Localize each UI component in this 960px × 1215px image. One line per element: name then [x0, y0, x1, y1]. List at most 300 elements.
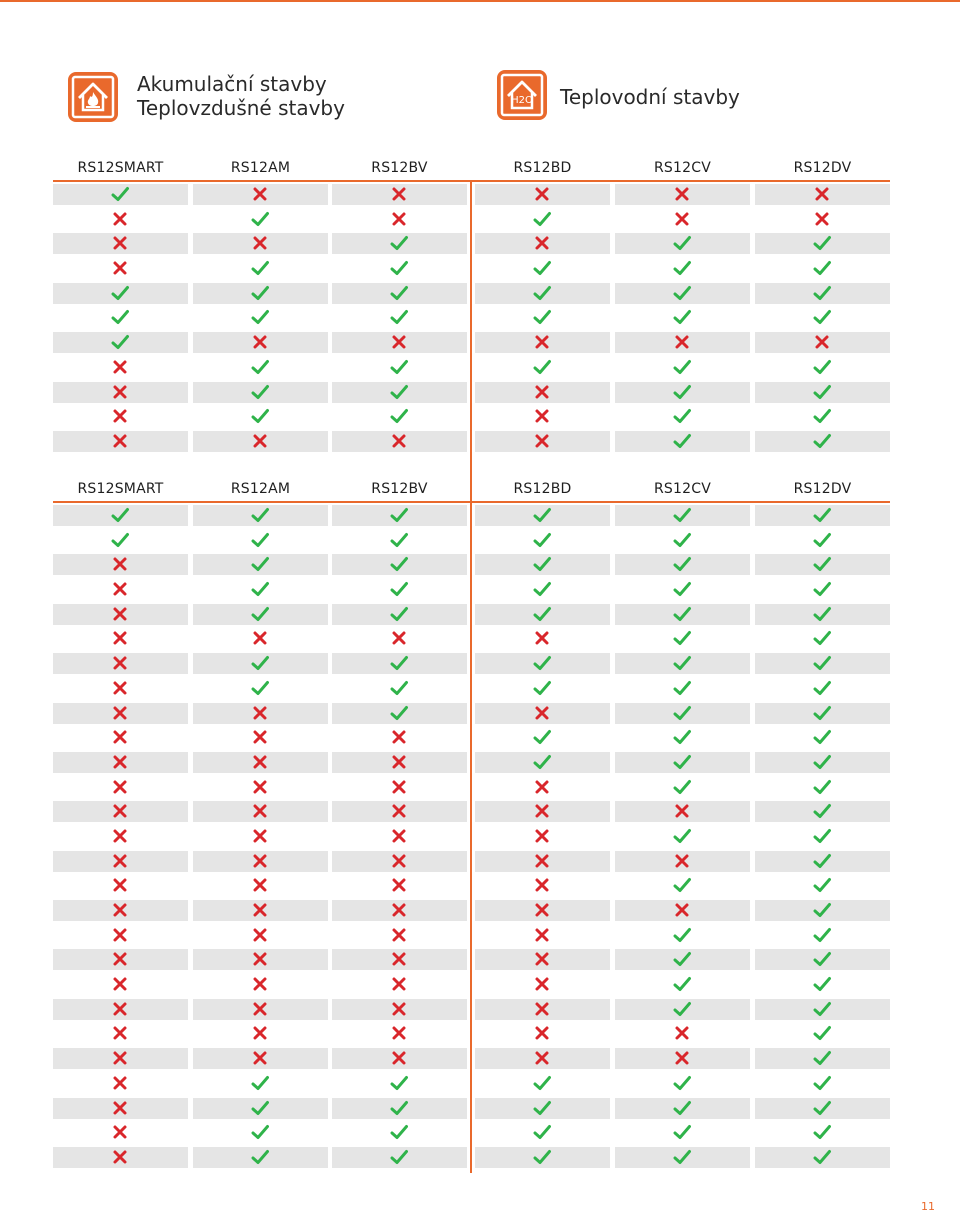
table-cell-rs12smart — [53, 258, 188, 279]
check-icon — [813, 532, 831, 548]
check-icon — [251, 384, 269, 400]
table-cell-rs12dv — [755, 406, 890, 427]
check-icon — [533, 1149, 551, 1165]
table-cell-rs12cv — [615, 554, 750, 575]
table-cell-rs12cv — [615, 184, 750, 205]
check-icon — [251, 408, 269, 424]
check-icon — [390, 1075, 408, 1091]
check-icon — [533, 260, 551, 276]
table-cell-rs12dv — [755, 777, 890, 798]
cross-icon — [111, 1124, 129, 1140]
table-cell-rs12cv — [615, 233, 750, 254]
table-cell-rs12dv — [755, 999, 890, 1020]
table-cell-rs12cv — [615, 406, 750, 427]
table-cell-rs12bv — [332, 1048, 467, 1069]
table-cell-rs12cv — [615, 826, 750, 847]
column-header-rs12dv: RS12DV — [793, 160, 852, 176]
table-cell-rs12am — [193, 209, 328, 230]
cross-icon — [111, 828, 129, 844]
table-cell-rs12am — [193, 925, 328, 946]
table-cell-rs12dv — [755, 1098, 890, 1119]
cross-icon — [111, 235, 129, 251]
table-cell-rs12cv — [615, 604, 750, 625]
cross-icon — [673, 211, 691, 227]
check-icon — [673, 976, 691, 992]
table-cell-rs12bd — [475, 1023, 610, 1044]
cross-icon — [533, 1001, 551, 1017]
house-fire-icon — [68, 72, 118, 122]
column-header-rs12cv: RS12CV — [654, 481, 711, 497]
check-icon — [251, 285, 269, 301]
table-cell-rs12smart — [53, 382, 188, 403]
cross-icon — [673, 1050, 691, 1066]
cross-icon — [111, 902, 129, 918]
check-icon — [390, 556, 408, 572]
check-icon — [673, 655, 691, 671]
cross-icon — [533, 951, 551, 967]
check-icon — [673, 606, 691, 622]
table-cell-rs12dv — [755, 530, 890, 551]
check-icon — [673, 285, 691, 301]
check-icon — [813, 359, 831, 375]
table-cell-rs12smart — [53, 777, 188, 798]
table-cell-rs12dv — [755, 283, 890, 304]
table-cell-rs12bd — [475, 851, 610, 872]
column-header-rs12bd: RS12BD — [513, 481, 572, 497]
column-header-rs12dv: RS12DV — [793, 481, 852, 497]
table-cell-rs12smart — [53, 678, 188, 699]
table-cell-rs12dv — [755, 1023, 890, 1044]
table-cell-rs12dv — [755, 332, 890, 353]
table-cell-rs12smart — [53, 900, 188, 921]
cross-icon — [673, 334, 691, 350]
table-cell-rs12am — [193, 505, 328, 526]
table-cell-rs12bv — [332, 283, 467, 304]
column-header-rs12bd: RS12BD — [513, 160, 572, 176]
check-icon — [813, 705, 831, 721]
table-cell-rs12bv — [332, 382, 467, 403]
table-cell-rs12bv — [332, 431, 467, 452]
cross-icon — [390, 334, 408, 350]
table-cell-rs12bd — [475, 382, 610, 403]
table-cell-rs12dv — [755, 604, 890, 625]
cross-icon — [390, 976, 408, 992]
check-icon — [533, 556, 551, 572]
check-icon — [813, 1075, 831, 1091]
table-cell-rs12smart — [53, 431, 188, 452]
check-icon — [533, 359, 551, 375]
table-cell-rs12am — [193, 974, 328, 995]
check-icon — [251, 359, 269, 375]
check-icon — [813, 384, 831, 400]
table-cell-rs12smart — [53, 875, 188, 896]
table-cell-rs12am — [193, 628, 328, 649]
cross-icon — [251, 1025, 269, 1041]
cross-icon — [111, 951, 129, 967]
table-cell-rs12dv — [755, 900, 890, 921]
table-cell-rs12am — [193, 307, 328, 328]
check-icon — [673, 927, 691, 943]
table-cell-rs12cv — [615, 875, 750, 896]
check-icon — [813, 507, 831, 523]
table-cell-rs12dv — [755, 851, 890, 872]
table-cell-rs12dv — [755, 974, 890, 995]
table-cell-rs12bd — [475, 752, 610, 773]
table-cell-rs12bd — [475, 1147, 610, 1168]
table-cell-rs12bd — [475, 900, 610, 921]
table-cell-rs12cv — [615, 1048, 750, 1069]
check-icon — [813, 1100, 831, 1116]
cross-icon — [390, 630, 408, 646]
cross-icon — [111, 1149, 129, 1165]
table-cell-rs12dv — [755, 307, 890, 328]
check-icon — [390, 655, 408, 671]
table-cell-rs12bv — [332, 678, 467, 699]
table-cell-rs12cv — [615, 357, 750, 378]
check-icon — [111, 532, 129, 548]
table-cell-rs12am — [193, 826, 328, 847]
table-cell-rs12dv — [755, 949, 890, 970]
cross-icon — [111, 927, 129, 943]
check-icon — [673, 359, 691, 375]
table-cell-rs12cv — [615, 431, 750, 452]
check-icon — [673, 260, 691, 276]
column-header-rs12smart: RS12SMART — [77, 160, 164, 176]
check-icon — [813, 630, 831, 646]
cross-icon — [111, 556, 129, 572]
cross-icon — [813, 186, 831, 202]
check-icon — [813, 828, 831, 844]
table-cell-rs12smart — [53, 628, 188, 649]
cross-icon — [111, 359, 129, 375]
table-cell-rs12dv — [755, 1122, 890, 1143]
page-number: 11 — [921, 1200, 935, 1213]
table-cell-rs12smart — [53, 752, 188, 773]
table-cell-rs12bv — [332, 184, 467, 205]
cross-icon — [111, 754, 129, 770]
table-cell-rs12am — [193, 382, 328, 403]
table-cell-rs12dv — [755, 628, 890, 649]
cross-icon — [390, 853, 408, 869]
column-header-rs12bv: RS12BV — [371, 160, 428, 176]
table-cell-rs12bv — [332, 628, 467, 649]
cross-icon — [251, 235, 269, 251]
table-cell-rs12cv — [615, 900, 750, 921]
check-icon — [390, 384, 408, 400]
table-cell-rs12cv — [615, 925, 750, 946]
check-icon — [673, 877, 691, 893]
check-icon — [251, 1100, 269, 1116]
table-cell-rs12dv — [755, 653, 890, 674]
cross-icon — [251, 754, 269, 770]
cross-icon — [251, 951, 269, 967]
table-cell-rs12am — [193, 678, 328, 699]
cross-icon — [251, 433, 269, 449]
check-icon — [251, 680, 269, 696]
table-cell-rs12bv — [332, 752, 467, 773]
cross-icon — [390, 1050, 408, 1066]
check-icon — [390, 1149, 408, 1165]
cross-icon — [533, 705, 551, 721]
check-icon — [111, 186, 129, 202]
table-cell-rs12bv — [332, 357, 467, 378]
table-cell-rs12smart — [53, 604, 188, 625]
table-cell-rs12cv — [615, 999, 750, 1020]
check-icon — [813, 853, 831, 869]
check-icon — [673, 309, 691, 325]
table-cell-rs12smart — [53, 1023, 188, 1044]
cross-icon — [111, 606, 129, 622]
table-cell-rs12smart — [53, 307, 188, 328]
check-icon — [251, 655, 269, 671]
table-cell-rs12dv — [755, 1073, 890, 1094]
cross-icon — [251, 1001, 269, 1017]
table-cell-rs12dv — [755, 184, 890, 205]
cross-icon — [390, 877, 408, 893]
table-cell-rs12smart — [53, 851, 188, 872]
table-cell-rs12am — [193, 727, 328, 748]
check-icon — [533, 1100, 551, 1116]
table-cell-rs12cv — [615, 851, 750, 872]
table-cell-rs12smart — [53, 974, 188, 995]
cross-icon — [251, 705, 269, 721]
check-icon — [813, 951, 831, 967]
table-cell-rs12bv — [332, 925, 467, 946]
table-cell-rs12bv — [332, 505, 467, 526]
cross-icon — [111, 1025, 129, 1041]
check-icon — [813, 1001, 831, 1017]
check-icon — [673, 754, 691, 770]
table-cell-rs12bd — [475, 332, 610, 353]
table-cell-rs12bv — [332, 949, 467, 970]
table-cell-rs12bd — [475, 678, 610, 699]
table-cell-rs12am — [193, 1098, 328, 1119]
table-cell-rs12bv — [332, 777, 467, 798]
table-cell-rs12cv — [615, 801, 750, 822]
table-header — [53, 158, 890, 182]
table-cell-rs12am — [193, 283, 328, 304]
check-icon — [533, 309, 551, 325]
column-header-rs12am: RS12AM — [230, 481, 291, 497]
table-cell-rs12cv — [615, 703, 750, 724]
check-icon — [390, 581, 408, 597]
table-cell-rs12bv — [332, 851, 467, 872]
cross-icon — [111, 260, 129, 276]
cross-icon — [533, 803, 551, 819]
table-cell-rs12dv — [755, 875, 890, 896]
cross-icon — [533, 1025, 551, 1041]
table-cell-rs12dv — [755, 1147, 890, 1168]
cross-icon — [251, 334, 269, 350]
table-cell-rs12smart — [53, 1073, 188, 1094]
cross-icon — [390, 927, 408, 943]
check-icon — [813, 779, 831, 795]
table-cell-rs12bv — [332, 801, 467, 822]
check-icon — [111, 309, 129, 325]
table-cell-rs12dv — [755, 505, 890, 526]
check-icon — [813, 309, 831, 325]
table-cell-rs12am — [193, 1048, 328, 1069]
cross-icon — [251, 902, 269, 918]
cross-icon — [251, 1050, 269, 1066]
cross-icon — [390, 186, 408, 202]
table-cell-rs12bv — [332, 703, 467, 724]
table-cell-rs12dv — [755, 382, 890, 403]
check-icon — [673, 630, 691, 646]
table-cell-rs12smart — [53, 233, 188, 254]
check-icon — [813, 556, 831, 572]
check-icon — [673, 581, 691, 597]
table-cell-rs12bv — [332, 826, 467, 847]
table-cell-rs12bv — [332, 875, 467, 896]
check-icon — [673, 951, 691, 967]
cross-icon — [533, 235, 551, 251]
check-icon — [813, 902, 831, 918]
check-icon — [813, 1124, 831, 1140]
table-cell-rs12bd — [475, 406, 610, 427]
table-cell-rs12smart — [53, 505, 188, 526]
cross-icon — [673, 186, 691, 202]
table-cell-rs12am — [193, 801, 328, 822]
check-icon — [390, 309, 408, 325]
table-cell-rs12cv — [615, 1023, 750, 1044]
check-icon — [251, 260, 269, 276]
check-icon — [533, 532, 551, 548]
table-cell-rs12bd — [475, 801, 610, 822]
column-header-rs12cv: RS12CV — [654, 160, 711, 176]
column-header-rs12smart: RS12SMART — [77, 481, 164, 497]
cross-icon — [533, 779, 551, 795]
check-icon — [251, 1149, 269, 1165]
table-cell-rs12smart — [53, 727, 188, 748]
table-cell-rs12am — [193, 184, 328, 205]
table-cell-rs12bd — [475, 579, 610, 600]
cross-icon — [251, 186, 269, 202]
table-cell-rs12dv — [755, 258, 890, 279]
table-cell-rs12bd — [475, 974, 610, 995]
table-cell-rs12cv — [615, 382, 750, 403]
table-cell-rs12bv — [332, 554, 467, 575]
check-icon — [533, 729, 551, 745]
check-icon — [813, 1050, 831, 1066]
table-cell-rs12bd — [475, 925, 610, 946]
table-cell-rs12bv — [332, 233, 467, 254]
table-cell-rs12am — [193, 1147, 328, 1168]
table-cell-rs12cv — [615, 777, 750, 798]
table-cell-rs12smart — [53, 579, 188, 600]
table-cell-rs12bv — [332, 258, 467, 279]
cross-icon — [111, 581, 129, 597]
cross-icon — [111, 384, 129, 400]
check-icon — [673, 680, 691, 696]
table-cell-rs12bv — [332, 1073, 467, 1094]
check-icon — [251, 211, 269, 227]
check-icon — [390, 235, 408, 251]
check-icon — [390, 359, 408, 375]
check-icon — [813, 408, 831, 424]
table-cell-rs12smart — [53, 925, 188, 946]
table-cell-rs12bd — [475, 703, 610, 724]
table-cell-rs12smart — [53, 406, 188, 427]
check-icon — [673, 779, 691, 795]
table-cell-rs12am — [193, 258, 328, 279]
table-cell-rs12dv — [755, 357, 890, 378]
top-accent-rule — [0, 0, 960, 2]
table-cell-rs12bd — [475, 283, 610, 304]
left-title-line1: Akumulační stavby — [137, 72, 327, 96]
table-cell-rs12cv — [615, 628, 750, 649]
check-icon — [673, 408, 691, 424]
table-cell-rs12am — [193, 604, 328, 625]
check-icon — [813, 260, 831, 276]
table-cell-rs12dv — [755, 727, 890, 748]
check-icon — [251, 581, 269, 597]
cross-icon — [251, 729, 269, 745]
check-icon — [673, 1001, 691, 1017]
cross-icon — [111, 705, 129, 721]
cross-icon — [111, 1100, 129, 1116]
check-icon — [813, 877, 831, 893]
cross-icon — [251, 927, 269, 943]
check-icon — [533, 606, 551, 622]
cross-icon — [111, 1050, 129, 1066]
cross-icon — [673, 902, 691, 918]
table-cell-rs12smart — [53, 554, 188, 575]
table-cell-rs12am — [193, 1023, 328, 1044]
check-icon — [533, 1124, 551, 1140]
cross-icon — [251, 877, 269, 893]
table-cell-rs12bd — [475, 999, 610, 1020]
check-icon — [390, 606, 408, 622]
table-cell-rs12am — [193, 851, 328, 872]
check-icon — [673, 705, 691, 721]
check-icon — [390, 1124, 408, 1140]
table-cell-rs12dv — [755, 431, 890, 452]
water-label: H2O — [511, 95, 533, 106]
table-cell-rs12bd — [475, 875, 610, 896]
table-cell-rs12bv — [332, 530, 467, 551]
cross-icon — [111, 729, 129, 745]
table-cell-rs12am — [193, 653, 328, 674]
table-cell-rs12smart — [53, 530, 188, 551]
check-icon — [533, 754, 551, 770]
table-cell-rs12smart — [53, 1048, 188, 1069]
table-cell-rs12bv — [332, 209, 467, 230]
check-icon — [533, 680, 551, 696]
cross-icon — [251, 853, 269, 869]
check-icon — [251, 1124, 269, 1140]
check-icon — [813, 1149, 831, 1165]
table-cell-rs12dv — [755, 1048, 890, 1069]
check-icon — [390, 507, 408, 523]
check-icon — [813, 729, 831, 745]
table-cell-rs12am — [193, 875, 328, 896]
cross-icon — [533, 927, 551, 943]
table-cell-rs12bd — [475, 653, 610, 674]
cross-icon — [533, 877, 551, 893]
table-cell-rs12am — [193, 406, 328, 427]
table-cell-rs12cv — [615, 307, 750, 328]
table-cell-rs12am — [193, 999, 328, 1020]
cross-icon — [111, 655, 129, 671]
check-icon — [813, 235, 831, 251]
cross-icon — [111, 877, 129, 893]
table-cell-rs12dv — [755, 209, 890, 230]
table-cell-rs12bd — [475, 1098, 610, 1119]
cross-icon — [390, 902, 408, 918]
table-cell-rs12bv — [332, 974, 467, 995]
cross-icon — [111, 976, 129, 992]
